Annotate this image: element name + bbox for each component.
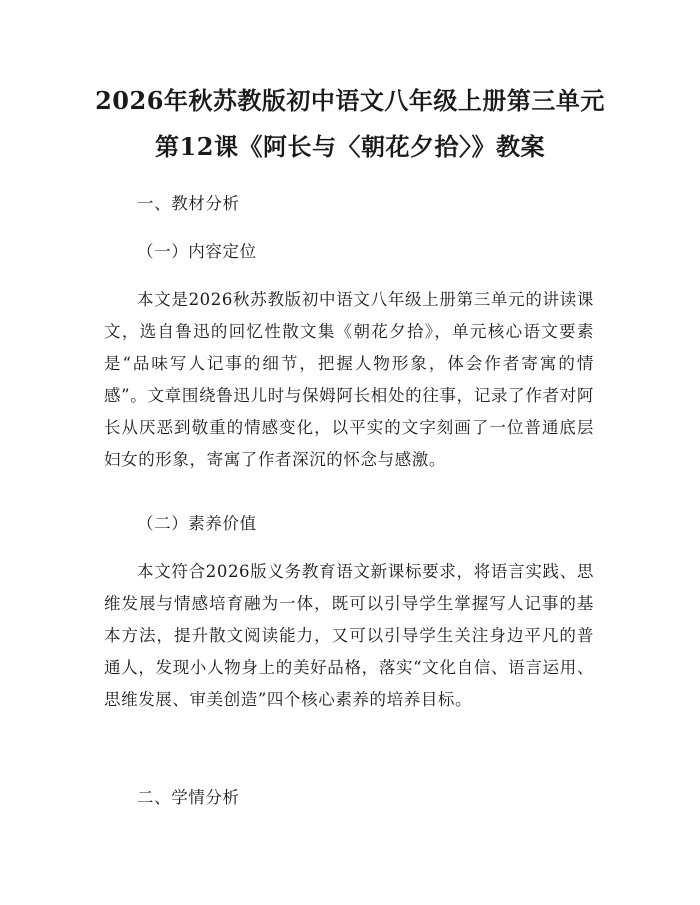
subsection-heading-literacy-value: （二）素养价值	[137, 514, 257, 533]
paragraph-content-positioning: 本文是2026秋苏教版初中语文八年级上册第三单元的讲读课文，选自鲁迅的回忆性散文集《朝花夕拾》，单元核心语文要素是“品味写人记事的细节，把握人物形象，体会作者寄寓的情感”。文章围绕鲁迅儿时与保姆阿长相处的往事，记录了作者对阿长从厌恶到敬重的情感变化，以平实的文字刻画了一位普通底层妇女的形象，寄寓了作者深沉的怀念与感激。	[104, 290, 594, 469]
section-heading-student-analysis: 二、学情分析	[137, 788, 240, 807]
paragraph-literacy-value: 本文符合2026版义务教育语文新课标要求，将语言实践、思维发展与情感培育融为一体，既可以引导学生掌握写人记事的基本方法，提升散文阅读能力，又可以引导学生关注身边平凡的普通人，发现小人物身上的美好品格，落实“文化自信、语言运用、思维发展、审美创造”四个核心素养的培养目标。	[104, 562, 594, 709]
document-title: 2026年秋苏教版初中语文八年级上册第三单元第12课《阿长与〈朝花夕拾〉》教案	[95, 86, 605, 161]
subsection-heading-content-positioning: （一）内容定位	[137, 242, 257, 261]
section-heading-teaching-material-analysis: 一、教材分析	[137, 194, 240, 213]
